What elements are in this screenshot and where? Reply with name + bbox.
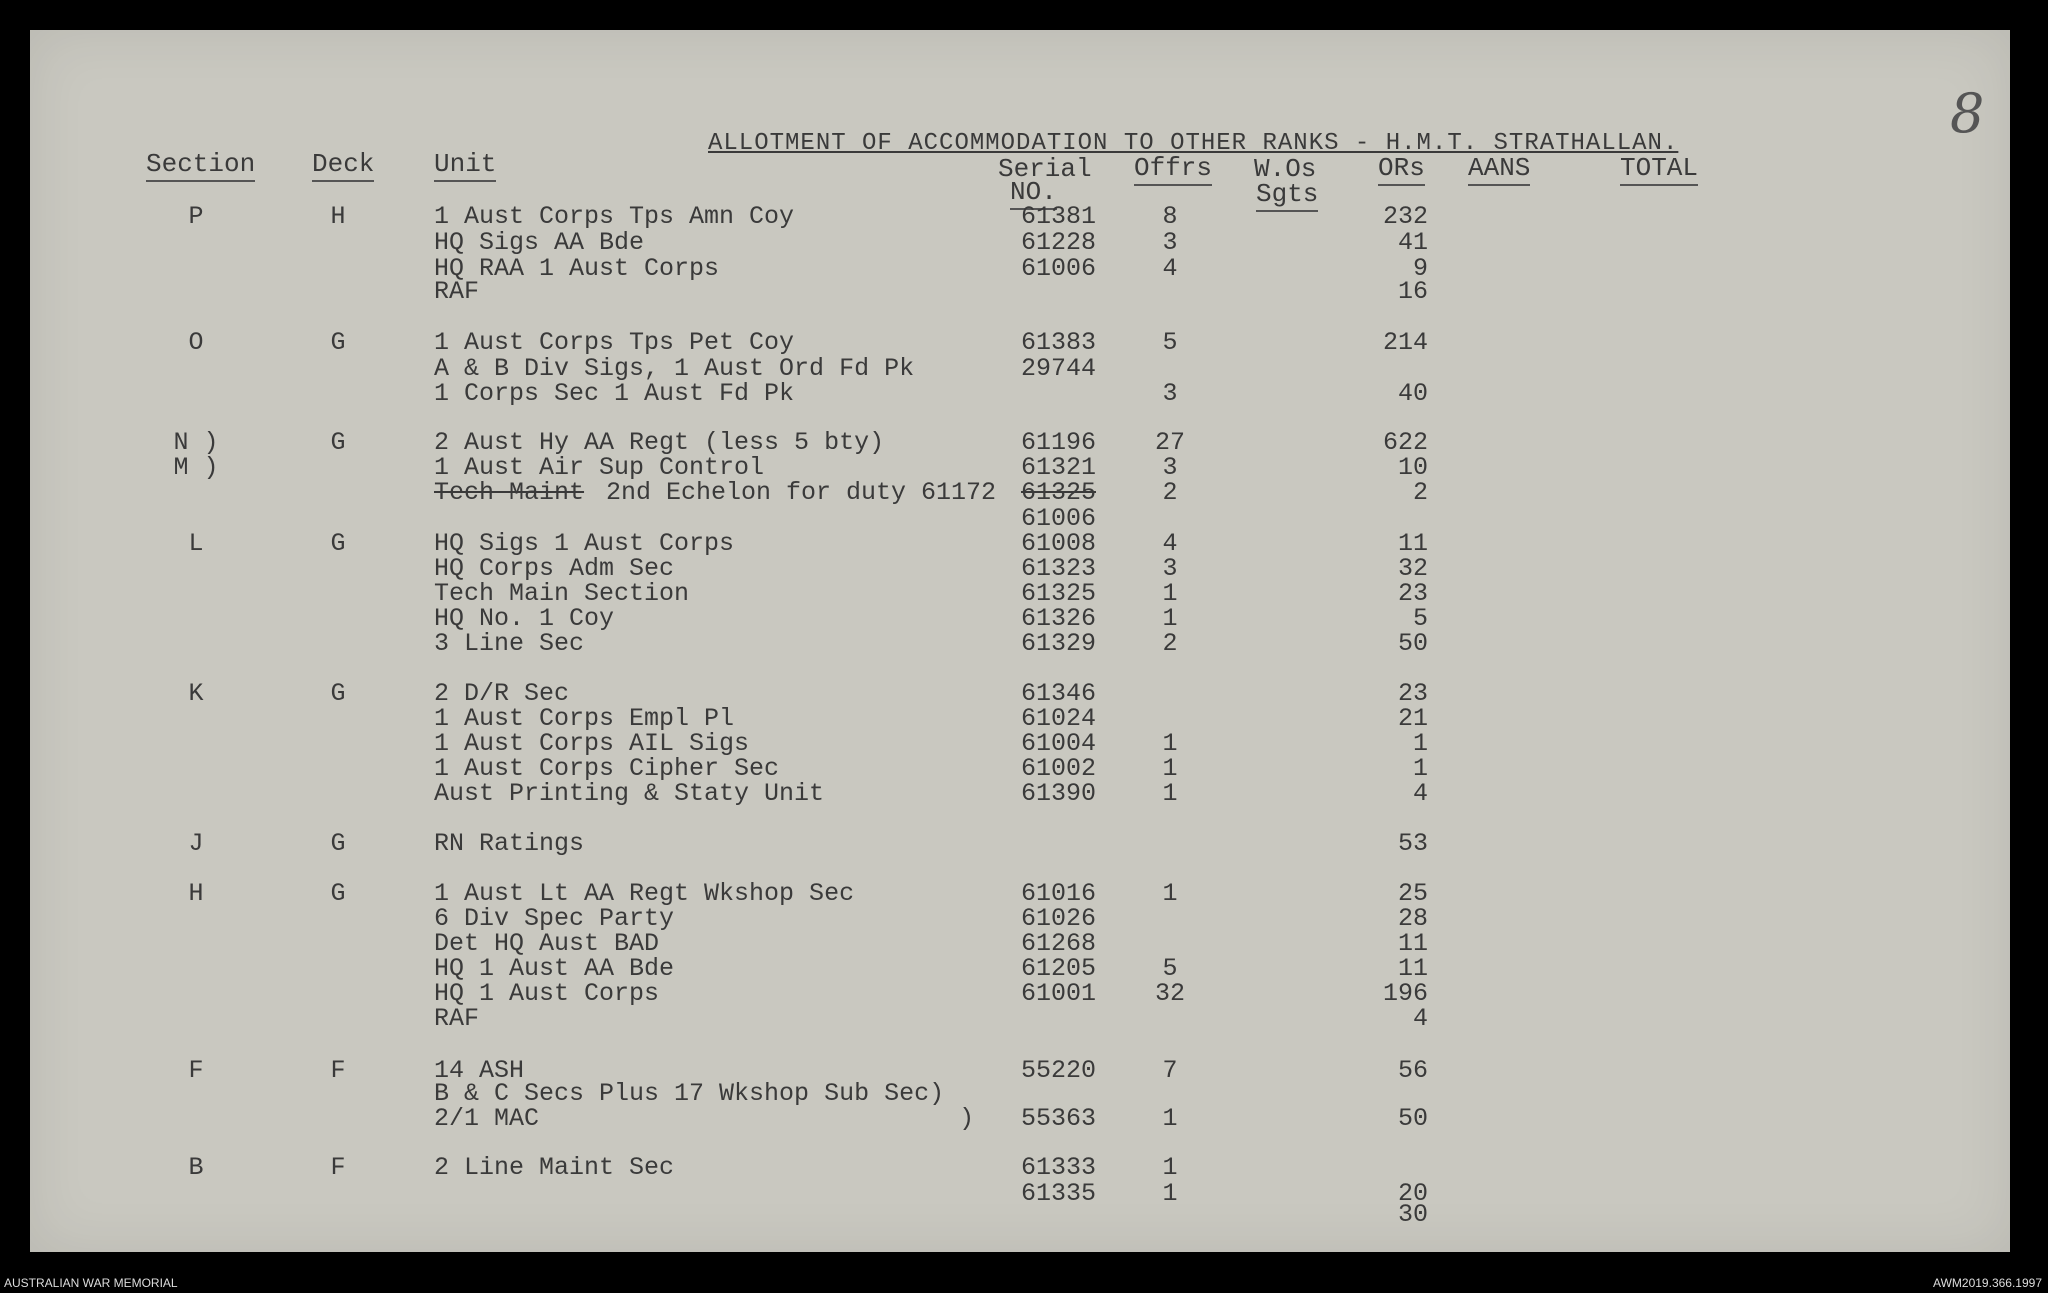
unit-cell: 6 Div Spec Party — [434, 904, 675, 933]
unit-cell: 1 Aust Corps Tps Amn Coy — [434, 202, 795, 231]
serial-cell: 55220 — [1020, 1056, 1096, 1085]
unit-cell: Aust Printing & Staty Unit — [434, 779, 825, 808]
unit-cell: 2 Aust Hy AA Regt (less 5 bty) — [434, 428, 885, 457]
unit-cell: HQ Corps Adm Sec — [434, 554, 675, 583]
serial-struck-text: 61325 — [1020, 478, 1096, 507]
section-cell: L — [188, 529, 204, 558]
serial-cell: 61026 — [1020, 904, 1096, 933]
ors-cell: 30 — [1397, 1200, 1428, 1229]
serial-cell: 61333 — [1020, 1153, 1096, 1182]
ors-cell: 5 — [1412, 604, 1428, 633]
ors-cell: 214 — [1382, 328, 1428, 357]
unit-cell: 2 Line Maint Sec — [434, 1153, 675, 1182]
offrs-cell: 7 — [1162, 1056, 1178, 1085]
deck-cell: G — [330, 428, 346, 457]
ors-cell: 10 — [1397, 453, 1428, 482]
deck-cell: G — [330, 529, 346, 558]
unit-cell: 3 Line Sec — [434, 629, 585, 658]
unit-cell: 2nd Echelon for duty 61172 — [606, 478, 997, 507]
unit-cell: 1 Aust Air Sup Control — [434, 453, 765, 482]
offrs-cell: 1 — [1162, 879, 1178, 908]
offrs-cell: 5 — [1162, 328, 1178, 357]
serial-cell: 61346 — [1020, 679, 1096, 708]
deck-cell: G — [330, 679, 346, 708]
serial-cell: 61001 — [1020, 979, 1096, 1008]
offrs-cell: 3 — [1162, 554, 1178, 583]
ors-cell: 41 — [1397, 228, 1428, 257]
unit-cell: HQ 1 Aust Corps — [434, 979, 660, 1008]
offrs-cell: 4 — [1162, 254, 1178, 283]
unit-cell: RN Ratings — [434, 829, 585, 858]
ors-cell: 622 — [1382, 428, 1428, 457]
ors-cell: 21 — [1397, 704, 1428, 733]
ors-cell: 1 — [1412, 754, 1428, 783]
unit-cell: RAF — [434, 277, 480, 306]
unit-cell: 1 Aust Corps Tps Pet Coy — [434, 328, 795, 357]
ors-cell: 4 — [1412, 1004, 1428, 1033]
serial-cell: 61196 — [1020, 428, 1096, 457]
offrs-cell: 2 — [1162, 629, 1178, 658]
unit-cell: 2/1 MAC ) — [434, 1104, 975, 1133]
ors-cell: 4 — [1412, 779, 1428, 808]
serial-cell: 61008 — [1020, 529, 1096, 558]
offrs-cell: 1 — [1162, 754, 1178, 783]
ors-cell: 11 — [1397, 529, 1428, 558]
serial-cell: 61325 — [1020, 579, 1096, 608]
deck-cell: F — [330, 1056, 346, 1085]
serial-cell: 61205 — [1020, 954, 1096, 983]
unit-cell: Tech Main Section — [434, 579, 690, 608]
ors-cell: 2 — [1412, 478, 1428, 507]
header-unit: Unit — [434, 150, 496, 182]
header-total: TOTAL — [1620, 154, 1698, 186]
unit-cell: RAF — [434, 1004, 480, 1033]
ors-cell: 28 — [1397, 904, 1428, 933]
offrs-cell: 1 — [1162, 779, 1178, 808]
ors-cell: 32 — [1397, 554, 1428, 583]
unit-cell: 1 Corps Sec 1 Aust Fd Pk — [434, 379, 795, 408]
unit-cell: A & B Div Sigs, 1 Aust Ord Fd Pk — [434, 354, 915, 383]
unit-cell: Det HQ Aust BAD — [434, 929, 660, 958]
offrs-cell: 2 — [1162, 478, 1178, 507]
section-cell: H — [188, 879, 204, 908]
ors-cell: 23 — [1397, 679, 1428, 708]
footer-right: AWM2019.366.1997 — [1933, 1276, 2042, 1290]
offrs-cell: 27 — [1154, 428, 1185, 457]
serial-cell: 61321 — [1020, 453, 1096, 482]
unit-cell: 2 D/R Sec — [434, 679, 570, 708]
header-serial: Serial — [998, 154, 1092, 184]
serial-cell: 61329 — [1020, 629, 1096, 658]
ors-cell: 40 — [1397, 379, 1428, 408]
section-cell: M ) — [173, 453, 219, 482]
offrs-cell: 32 — [1154, 979, 1185, 1008]
serial-cell: 61004 — [1020, 729, 1096, 758]
section-cell: B — [188, 1153, 204, 1182]
section-cell: N ) — [173, 428, 219, 457]
header-offrs: Offrs — [1134, 154, 1212, 186]
section-cell: P — [188, 202, 204, 231]
header-deck: Deck — [312, 150, 374, 182]
serial-cell: 61016 — [1020, 879, 1096, 908]
serial-cell: 61383 — [1020, 328, 1096, 357]
unit-cell: HQ 1 Aust AA Bde — [434, 954, 675, 983]
unit-cell: HQ No. 1 Coy — [434, 604, 615, 633]
serial-cell: 61006 — [1020, 254, 1096, 283]
offrs-cell: 4 — [1162, 529, 1178, 558]
unit-cell: HQ Sigs AA Bde — [434, 228, 645, 257]
offrs-cell: 1 — [1162, 604, 1178, 633]
unit-cell: 14 ASH — [434, 1056, 525, 1085]
deck-cell: G — [330, 879, 346, 908]
serial-cell: 55363 — [1020, 1104, 1096, 1133]
unit-cell: 1 Aust Corps Cipher Sec — [434, 754, 780, 783]
serial-cell: 29744 — [1020, 354, 1096, 383]
unit-cell: HQ RAA 1 Aust Corps — [434, 254, 720, 283]
section-cell: F — [188, 1056, 204, 1085]
unit-cell: HQ Sigs 1 Aust Corps — [434, 529, 735, 558]
ors-cell: 232 — [1382, 202, 1428, 231]
offrs-cell: 1 — [1162, 1153, 1178, 1182]
offrs-cell: 8 — [1162, 202, 1178, 231]
offrs-cell: 3 — [1162, 379, 1178, 408]
offrs-cell: 1 — [1162, 579, 1178, 608]
ors-cell: 56 — [1397, 1056, 1428, 1085]
header-ors: ORs — [1378, 154, 1425, 186]
serial-cell: 61335 — [1020, 1179, 1096, 1208]
serial-cell: 61268 — [1020, 929, 1096, 958]
unit-cell: 1 Aust Corps AIL Sigs — [434, 729, 750, 758]
serial-cell: 61006 — [1020, 504, 1096, 533]
offrs-cell: 1 — [1162, 1179, 1178, 1208]
serial-cell: 61390 — [1020, 779, 1096, 808]
serial-cell: 61326 — [1020, 604, 1096, 633]
unit-struck-text: Tech Maint — [434, 478, 585, 507]
footer-left: AUSTRALIAN WAR MEMORIAL — [4, 1276, 178, 1290]
deck-cell: F — [330, 1153, 346, 1182]
offrs-cell: 3 — [1162, 453, 1178, 482]
deck-cell: H — [330, 202, 346, 231]
header-wos: W.Os — [1254, 154, 1317, 184]
serial-cell: 61228 — [1020, 228, 1096, 257]
deck-cell: G — [330, 328, 346, 357]
ors-cell: 25 — [1397, 879, 1428, 908]
page-number: 8 — [1950, 82, 1985, 145]
ors-cell: 53 — [1397, 829, 1428, 858]
ors-cell: 16 — [1397, 277, 1428, 306]
header-sgts: Sgts — [1256, 180, 1318, 212]
ors-cell: 196 — [1382, 979, 1428, 1008]
ors-cell: 9 — [1412, 254, 1428, 283]
document-page — [30, 30, 2010, 1252]
deck-cell: G — [330, 829, 346, 858]
section-cell: O — [188, 328, 204, 357]
offrs-cell: 3 — [1162, 228, 1178, 257]
serial-cell: 61381 — [1020, 202, 1096, 231]
unit-cell: B & C Secs Plus 17 Wkshop Sub Sec) — [434, 1079, 945, 1108]
section-cell: J — [188, 829, 204, 858]
unit-cell: 1 Aust Lt AA Regt Wkshop Sec — [434, 879, 855, 908]
header-section: Section — [146, 150, 255, 182]
ors-cell: 23 — [1397, 579, 1428, 608]
offrs-cell: 1 — [1162, 1104, 1178, 1133]
document-title: ALLOTMENT OF ACCOMMODATION TO OTHER RANKS - H.M.T. STRATHALLAN. — [708, 130, 1679, 157]
serial-cell: 61002 — [1020, 754, 1096, 783]
unit-cell: 1 Aust Corps Empl Pl — [434, 704, 735, 733]
ors-cell: 50 — [1397, 629, 1428, 658]
offrs-cell: 5 — [1162, 954, 1178, 983]
ors-cell: 20 — [1397, 1179, 1428, 1208]
ors-cell: 11 — [1397, 929, 1428, 958]
header-serial-no: NO. — [1010, 178, 1057, 210]
section-cell: K — [188, 679, 204, 708]
ors-cell: 50 — [1397, 1104, 1428, 1133]
serial-cell: 61024 — [1020, 704, 1096, 733]
offrs-cell: 1 — [1162, 729, 1178, 758]
ors-cell: 11 — [1397, 954, 1428, 983]
ors-cell: 1 — [1412, 729, 1428, 758]
header-aans: AANS — [1468, 154, 1530, 186]
serial-cell: 61323 — [1020, 554, 1096, 583]
